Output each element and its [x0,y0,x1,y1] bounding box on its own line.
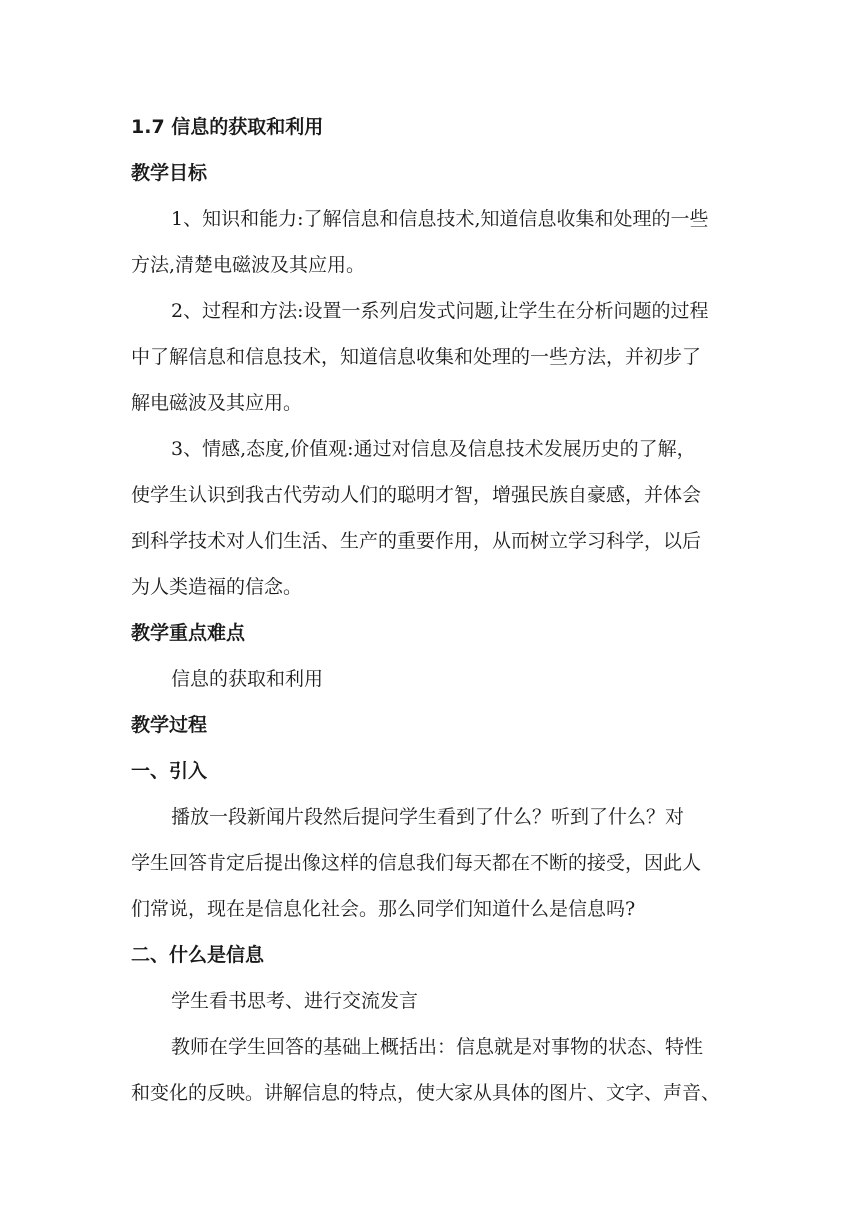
goal-2-line-2: 中了解信息和信息技术，知道信息收集和处理的一些方法，并初步了 [131,346,702,368]
key-points-text: 信息的获取和利用 [171,668,324,690]
what-is-info-paragraph-1: 学生看书思考、进行交流发言 [171,990,419,1012]
goal-1-line-2: 方法,清楚电磁波及其应用。 [131,254,366,276]
what-is-info-paragraph-2-line-1: 教师在学生回答的基础上概括出：信息就是对事物的状态、特性 [171,1036,704,1058]
goal-3-line-3: 到科学技术对人们生活、生产的重要作用，从而树立学习科学，以后 [131,530,702,552]
intro-line-2: 学生回答肯定后提出像这样的信息我们每天都在不断的接受，因此人 [131,852,702,874]
what-is-info-paragraph-2-line-2: 和变化的反映。讲解信息的特点，使大家从具体的图片、文字、声音、 [131,1082,721,1104]
document-title: 1.7 信息的获取和利用 [131,116,324,138]
goal-2-line-3: 解电磁波及其应用。 [131,392,303,414]
document-content [131,112,731,1124]
heading-what-is-info: 二、什么是信息 [131,944,265,966]
heading-teaching-goals: 教学目标 [131,162,208,184]
goal-3-line-2: 使学生认识到我古代劳动人们的聪明才智，增强民族自豪感，并体会 [131,484,702,506]
goal-3-line-4: 为人类造福的信念。 [131,576,303,598]
goal-2-line-1: 2、过程和方法:设置一系列启发式问题,让学生在分析问题的过程 [171,300,709,322]
heading-intro: 一、引入 [131,760,208,782]
heading-key-points: 教学重点难点 [131,622,246,644]
goal-3-line-1: 3、情感,态度,价值观:通过对信息及信息技术发展历史的了解， [171,438,696,460]
intro-line-3: 们常说，现在是信息化社会。那么同学们知道什么是信息吗? [131,898,636,920]
heading-teaching-process: 教学过程 [131,714,208,736]
goal-1-line-1: 1、知识和能力:了解信息和信息技术,知道信息收集和处理的一些 [171,208,709,230]
intro-line-1: 播放一段新闻片段然后提问学生看到了什么？听到了什么？对 [171,806,685,828]
